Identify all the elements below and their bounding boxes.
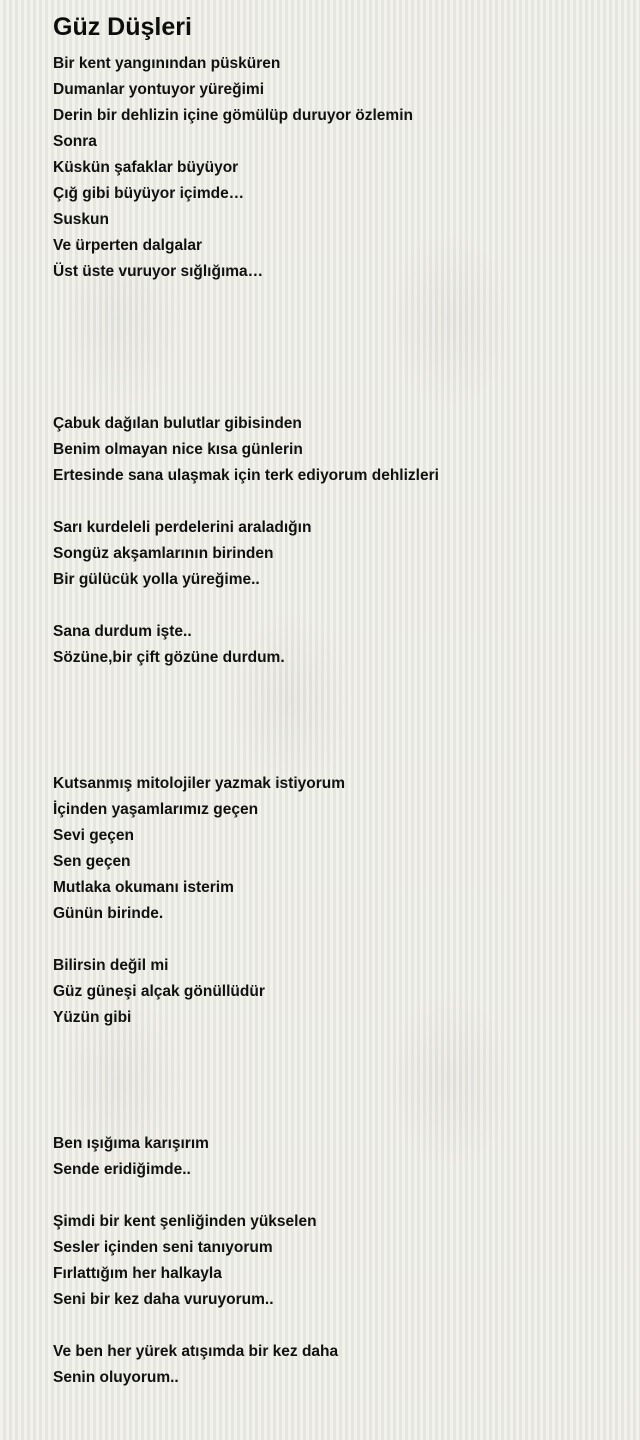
poem-line: Mutlaka okumanı isterim <box>53 879 234 896</box>
poem-line: Bir kent yangınından püsküren <box>53 55 281 72</box>
poem-line: Çığ gibi büyüyor içimde… <box>53 185 245 202</box>
poem-title: Güz Düşleri <box>53 13 192 41</box>
poem-line: Kutsanmış mitolojiler yazmak istiyorum <box>53 775 346 792</box>
poem-line: Sesler içinden seni tanıyorum <box>53 1239 273 1256</box>
poem-line: Derin bir dehlizin içine gömülüp duruyor özlemin <box>53 107 413 124</box>
poem-line: Suskun <box>53 211 109 228</box>
poem-line: Çabuk dağılan bulutlar gibisinden <box>53 415 302 432</box>
poem-line: Ben ışığıma karışırım <box>53 1135 209 1152</box>
poem-line: Ve ben her yürek atışımda bir kez daha <box>53 1343 339 1360</box>
poem-line: Şimdi bir kent şenliğinden yükselen <box>53 1213 317 1230</box>
poem-line: Sende eridiğimde.. <box>53 1161 191 1178</box>
poem-line: Dumanlar yontuyor yüreğimi <box>53 81 265 98</box>
poem-line: Ve ürperten dalgalar <box>53 237 203 254</box>
poem-line: Küskün şafaklar büyüyor <box>53 159 239 176</box>
poem-line: Benim olmayan nice kısa günlerin <box>53 441 303 458</box>
poem-line: Bilirsin değil mi <box>53 957 169 974</box>
poem-line: Fırlattığım her halkayla <box>53 1265 222 1282</box>
poem-line: Senin oluyorum.. <box>53 1369 179 1386</box>
poem-line: Seni bir kez daha vuruyorum.. <box>53 1291 274 1308</box>
poem-line: Sevi geçen <box>53 827 134 844</box>
poem-line: Sen geçen <box>53 853 131 870</box>
poem-line: Yüzün gibi <box>53 1009 132 1026</box>
poem-line: Bir gülücük yolla yüreğime.. <box>53 571 260 588</box>
poem-line: Günün birinde. <box>53 905 164 922</box>
poem-line: Güz güneşi alçak gönüllüdür <box>53 983 265 1000</box>
poem-line: Üst üste vuruyor sığlığıma… <box>53 263 264 280</box>
poem-line: Sözüne,bir çift gözüne durdum. <box>53 649 285 666</box>
poem-line: İçinden yaşamlarımız geçen <box>53 801 259 818</box>
poem-line: Songüz akşamlarının birinden <box>53 545 274 562</box>
poem-line: Sonra <box>53 133 97 150</box>
poem-line: Ertesinde sana ulaşmak için terk ediyorum dehlizleri <box>53 467 439 484</box>
poem-line: Sarı kurdeleli perdelerini araladığın <box>53 519 312 536</box>
poem-line: Sana durdum işte.. <box>53 623 192 640</box>
